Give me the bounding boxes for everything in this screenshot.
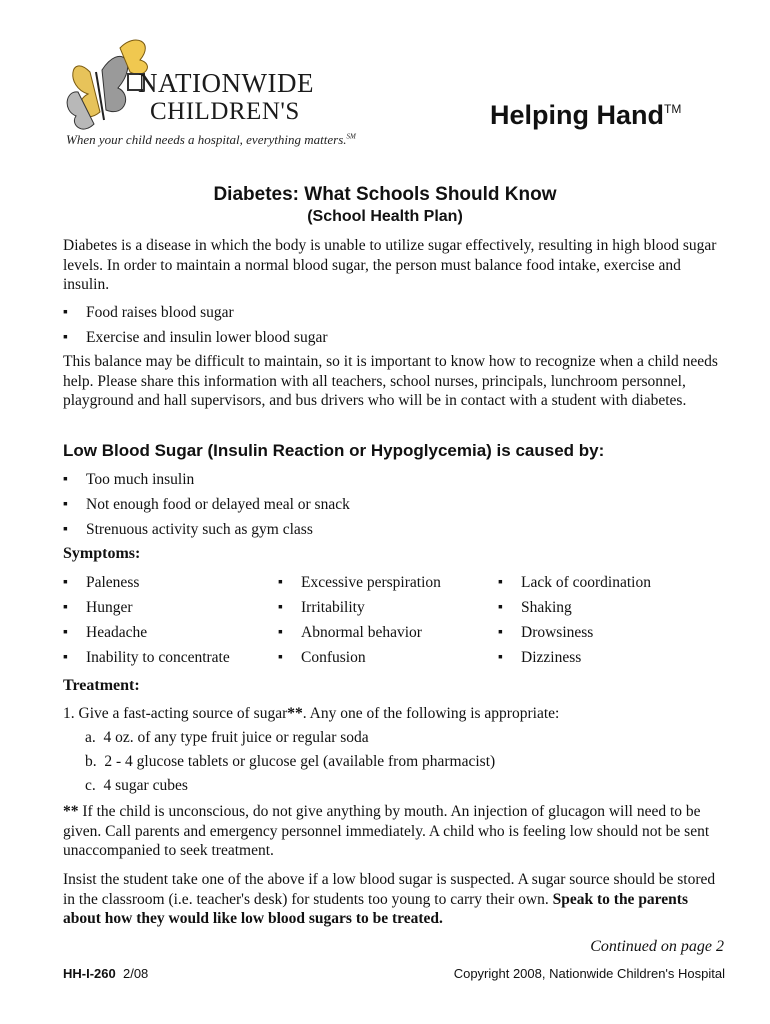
copyright: Copyright 2008, Nationwide Children's Hospital bbox=[453, 966, 725, 981]
symptoms-section bbox=[63, 544, 723, 564]
footer bbox=[63, 966, 725, 981]
note-text: If the child is unconscious, do not give anything by mouth. An injection of glucagon will need to be given. Call parents and emergency personnel immediately. A child who is feeling low should not be sent unaccompanied to seek treatment. bbox=[63, 803, 710, 859]
option-letter: b. bbox=[85, 753, 97, 770]
document-date: 2/08 bbox=[122, 966, 149, 981]
list-item: ▪ Strenuous activity such as gym class bbox=[63, 517, 723, 542]
list-item: ▪ Exercise and insulin lower blood sugar bbox=[63, 325, 723, 350]
option-letter: a. bbox=[85, 729, 96, 746]
list-item: ▪ Shaking bbox=[498, 595, 718, 620]
intro-section bbox=[63, 236, 723, 295]
tagline-service-mark: SM bbox=[346, 132, 356, 141]
symptoms-heading: Symptoms: bbox=[63, 545, 141, 562]
document-code: HH-I-260 bbox=[63, 966, 116, 981]
symptoms-columns bbox=[63, 570, 723, 670]
list-item: ▪ Drowsiness bbox=[498, 620, 718, 645]
list-item: ▪ Too much insulin bbox=[63, 467, 723, 492]
series-trademark: TM bbox=[664, 102, 682, 116]
list-item: ▪ Food raises blood sugar bbox=[63, 300, 723, 325]
list-item: ▪ Hunger bbox=[63, 595, 278, 620]
intro-bullets bbox=[63, 300, 723, 350]
list-item: ▪ Lack of coordination bbox=[498, 570, 718, 595]
list-item: ▪ Dizziness bbox=[498, 645, 718, 670]
step-number: 1. bbox=[63, 705, 75, 722]
step-rest: . Any one of the following is appropriate: bbox=[302, 705, 560, 722]
option-text: 4 sugar cubes bbox=[103, 777, 188, 794]
causes-list bbox=[63, 467, 723, 542]
list-item: ▪ Irritability bbox=[278, 595, 498, 620]
symptoms-column-3 bbox=[498, 570, 718, 670]
balance-paragraph: This balance may be difficult to maintain, so it is important to know how to recognize when a child needs help. Please share this information with all teachers, school nurses, principals, lunchroom personnel, playground and hall supervisors, and bus drivers who will be in contact with a student with diabetes. bbox=[63, 353, 718, 409]
series-name: Helping Hand bbox=[490, 100, 664, 130]
list-item: ▪ Excessive perspiration bbox=[278, 570, 498, 595]
series-title bbox=[490, 100, 681, 131]
treatment-section bbox=[63, 676, 723, 696]
org-name-line2: CHILDREN'S bbox=[150, 98, 300, 125]
tagline bbox=[66, 132, 356, 148]
list-item: ▪ Headache bbox=[63, 620, 278, 645]
note-mark: ** bbox=[63, 803, 79, 820]
step-text: Give a fast-acting source of sugar bbox=[78, 705, 288, 722]
list-item: ▪ Not enough food or delayed meal or snack bbox=[63, 492, 723, 517]
symptoms-column-2 bbox=[278, 570, 498, 670]
page-title: Diabetes: What Schools Should Know bbox=[213, 184, 557, 205]
insist-bold-text: Speak to the parents about how they would like low blood sugars to be treated. bbox=[63, 890, 688, 927]
nationwide-childrens-logo bbox=[60, 32, 380, 152]
balance-section bbox=[63, 352, 723, 411]
option-text: 4 oz. of any type fruit juice or regular soda bbox=[103, 729, 369, 746]
treatment-option bbox=[63, 750, 723, 774]
treatment-option bbox=[63, 726, 723, 750]
list-item: ▪ Abnormal behavior bbox=[278, 620, 498, 645]
option-text: 2 - 4 glucose tablets or glucose gel (available from pharmacist) bbox=[104, 753, 496, 770]
intro-paragraph: Diabetes is a disease in which the body is unable to utilize sugar effectively, resulting in high blood sugar levels. In order to maintain a normal blood sugar, the person must balance food intake, exercise and insulin. bbox=[63, 237, 717, 293]
continued-note: Continued on page 2 bbox=[590, 938, 724, 955]
insist-section bbox=[63, 870, 723, 929]
list-item: ▪ Confusion bbox=[278, 645, 498, 670]
list-item: ▪ Paleness bbox=[63, 570, 278, 595]
org-name-line1: NATIONWIDE bbox=[138, 68, 314, 98]
page-subtitle: (School Health Plan) bbox=[307, 208, 463, 225]
tagline-text: When your child needs a hospital, everything matters. bbox=[66, 132, 347, 147]
low-blood-sugar-heading: Low Blood Sugar (Insulin Reaction or Hypoglycemia) is caused by: bbox=[63, 441, 605, 460]
treatment-step bbox=[63, 702, 723, 726]
symptoms-column-1 bbox=[63, 570, 278, 670]
step-mark: ** bbox=[287, 705, 303, 722]
treatment-steps bbox=[63, 702, 723, 798]
insist-text: Insist the student take one of the above if a low blood sugar is suspected. A sugar source should be stored in the classroom (i.e. teacher's desk) for students too young to carry their own. bbox=[63, 871, 716, 908]
option-letter: c. bbox=[85, 777, 96, 794]
unconscious-note bbox=[63, 802, 723, 861]
list-item: ▪ Inability to concentrate bbox=[63, 645, 278, 670]
treatment-heading: Treatment: bbox=[63, 677, 140, 694]
low-blood-sugar-section bbox=[63, 441, 723, 461]
treatment-option bbox=[63, 774, 723, 798]
